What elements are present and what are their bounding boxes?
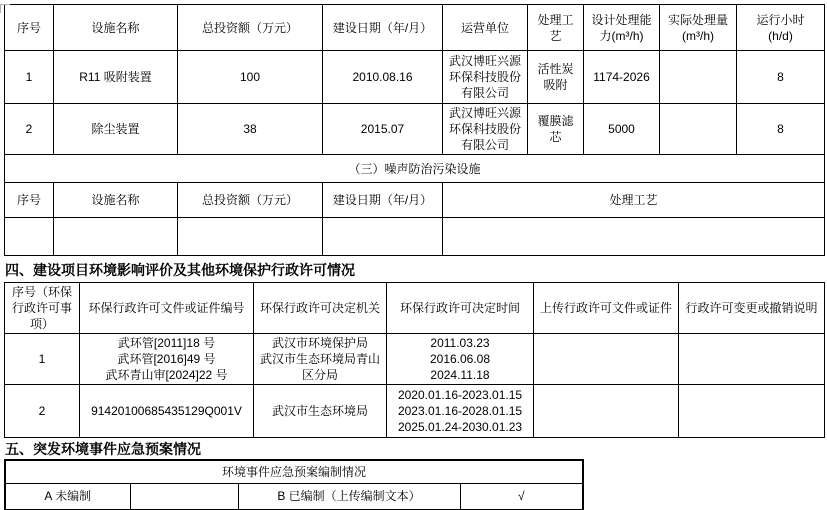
- col-header-design-capacity: 设计处理能力(m³/h): [584, 5, 660, 51]
- col-header-build-date: 建设日期（年/月）: [323, 5, 443, 51]
- col-header-permit-seq: 序号（环保行政许可事项）: [5, 283, 80, 334]
- pollution-facilities-table: [4, 4, 825, 256]
- cell-build-date: 2010.08.16: [323, 51, 443, 104]
- cell-permit-upload: [534, 334, 679, 385]
- cell-design-capacity: 5000: [584, 104, 660, 155]
- option-b-value-checkmark: √: [460, 483, 583, 510]
- cell-seq: 1: [5, 51, 54, 104]
- cell-permit-change-note: [679, 334, 825, 385]
- col-header-actual-volume: 实际处理量(m³/h): [660, 5, 737, 51]
- emergency-plan-header: 环境事件应急预案编制情况: [5, 460, 583, 483]
- facility-row-adsorption: [5, 51, 825, 104]
- cell-empty: [5, 218, 54, 256]
- cell-empty: [54, 218, 178, 256]
- cell-permit-change-note: [679, 385, 825, 438]
- cell-process: 覆膜滤芯: [528, 104, 584, 155]
- col-header-facility-name: 设施名称: [54, 183, 178, 218]
- cell-facility-name: 除尘装置: [54, 104, 178, 155]
- cell-actual-volume: [660, 104, 737, 155]
- col-header-investment: 总投资额（万元）: [178, 5, 323, 51]
- cell-facility-name: R11 吸附装置: [54, 51, 178, 104]
- noise-section-row: [5, 155, 825, 183]
- cell-investment: 38: [178, 104, 323, 155]
- cell-design-capacity: 1174-2026: [584, 51, 660, 104]
- cell-permit-doc-numbers: 武环管[2011]18 号 武环管[2016]49 号 武环青山审[2024]22 号: [80, 334, 254, 385]
- col-header-operator: 运营单位: [443, 5, 528, 51]
- col-header-build-date: 建设日期（年/月）: [323, 183, 443, 218]
- facility-row-dust: [5, 104, 825, 155]
- col-header-permit-date: 环保行政许可决定时间: [387, 283, 534, 334]
- cell-permit-dates: 2011.03.23 2016.06.08 2024.11.18: [387, 334, 534, 385]
- cell-empty: [443, 218, 825, 256]
- section-5-title: 五、突发环境事件应急预案情况: [5, 441, 201, 457]
- cell-empty: [178, 218, 323, 256]
- noise-section-title: （三）噪声防治污染设施: [5, 155, 825, 183]
- cell-permit-authority: 武汉市环境保护局 武汉市生态环境局青山区分局: [254, 334, 387, 385]
- cell-run-hours: 8: [737, 104, 825, 155]
- cell-operator: 武汉博旺兴源环保科技股份有限公司: [443, 104, 528, 155]
- col-header-process: 处理工艺: [528, 5, 584, 51]
- cell-run-hours: 8: [737, 51, 825, 104]
- cell-process: 活性炭吸附: [528, 51, 584, 104]
- cell-actual-volume: [660, 51, 737, 104]
- cell-permit-seq: 1: [5, 334, 80, 385]
- option-a-value: [130, 483, 238, 510]
- col-header-process: 处理工艺: [443, 183, 825, 218]
- emergency-plan-options-row: [5, 483, 583, 510]
- col-header-seq: 序号: [5, 183, 54, 218]
- cell-empty: [323, 218, 443, 256]
- col-header-permit-change: 行政许可变更或撤销说明: [679, 283, 825, 334]
- noise-header-row: [5, 183, 825, 218]
- col-header-permit-authority: 环保行政许可决定机关: [254, 283, 387, 334]
- col-header-permit-upload: 上传行政许可文件或证件: [534, 283, 679, 334]
- col-header-permit-doc-no: 环保行政许可文件或证件编号: [80, 283, 254, 334]
- cell-operator: 武汉博旺兴源环保科技股份有限公司: [443, 51, 528, 104]
- col-header-facility-name: 设施名称: [54, 5, 178, 51]
- env-permits-table: [4, 282, 825, 438]
- emergency-plan-table: [4, 459, 584, 510]
- option-a-label: A 未编制: [5, 483, 130, 510]
- permits-header-row: [5, 283, 825, 334]
- permit-row-2: [5, 385, 825, 438]
- page-corner-artifact: [0, 4, 10, 13]
- noise-empty-row: [5, 218, 825, 256]
- cell-seq: 2: [5, 104, 54, 155]
- col-header-run-hours: 运行小时(h/d): [737, 5, 825, 51]
- col-header-seq: 序号: [5, 5, 54, 51]
- cell-permit-seq: 2: [5, 385, 80, 438]
- cell-investment: 100: [178, 51, 323, 104]
- cell-build-date: 2015.07: [323, 104, 443, 155]
- emergency-plan-header-row: [5, 460, 583, 483]
- section-4-title: 四、建设项目环境影响评价及其他环境保护行政许可情况: [5, 262, 355, 278]
- cell-permit-upload: [534, 385, 679, 438]
- option-b-label: B 已编制（上传编制文本）: [238, 483, 460, 510]
- facilities-header-row: [5, 5, 825, 51]
- cell-permit-authority: 武汉市生态环境局: [254, 385, 387, 438]
- col-header-investment: 总投资额（万元）: [178, 183, 323, 218]
- permit-row-1: [5, 334, 825, 385]
- cell-permit-dates: 2020.01.16-2023.01.15 2023.01.16-2028.01.15 2025.01.24-2030.01.23: [387, 385, 534, 438]
- cell-permit-doc-numbers: 91420100685435129Q001V: [80, 385, 254, 438]
